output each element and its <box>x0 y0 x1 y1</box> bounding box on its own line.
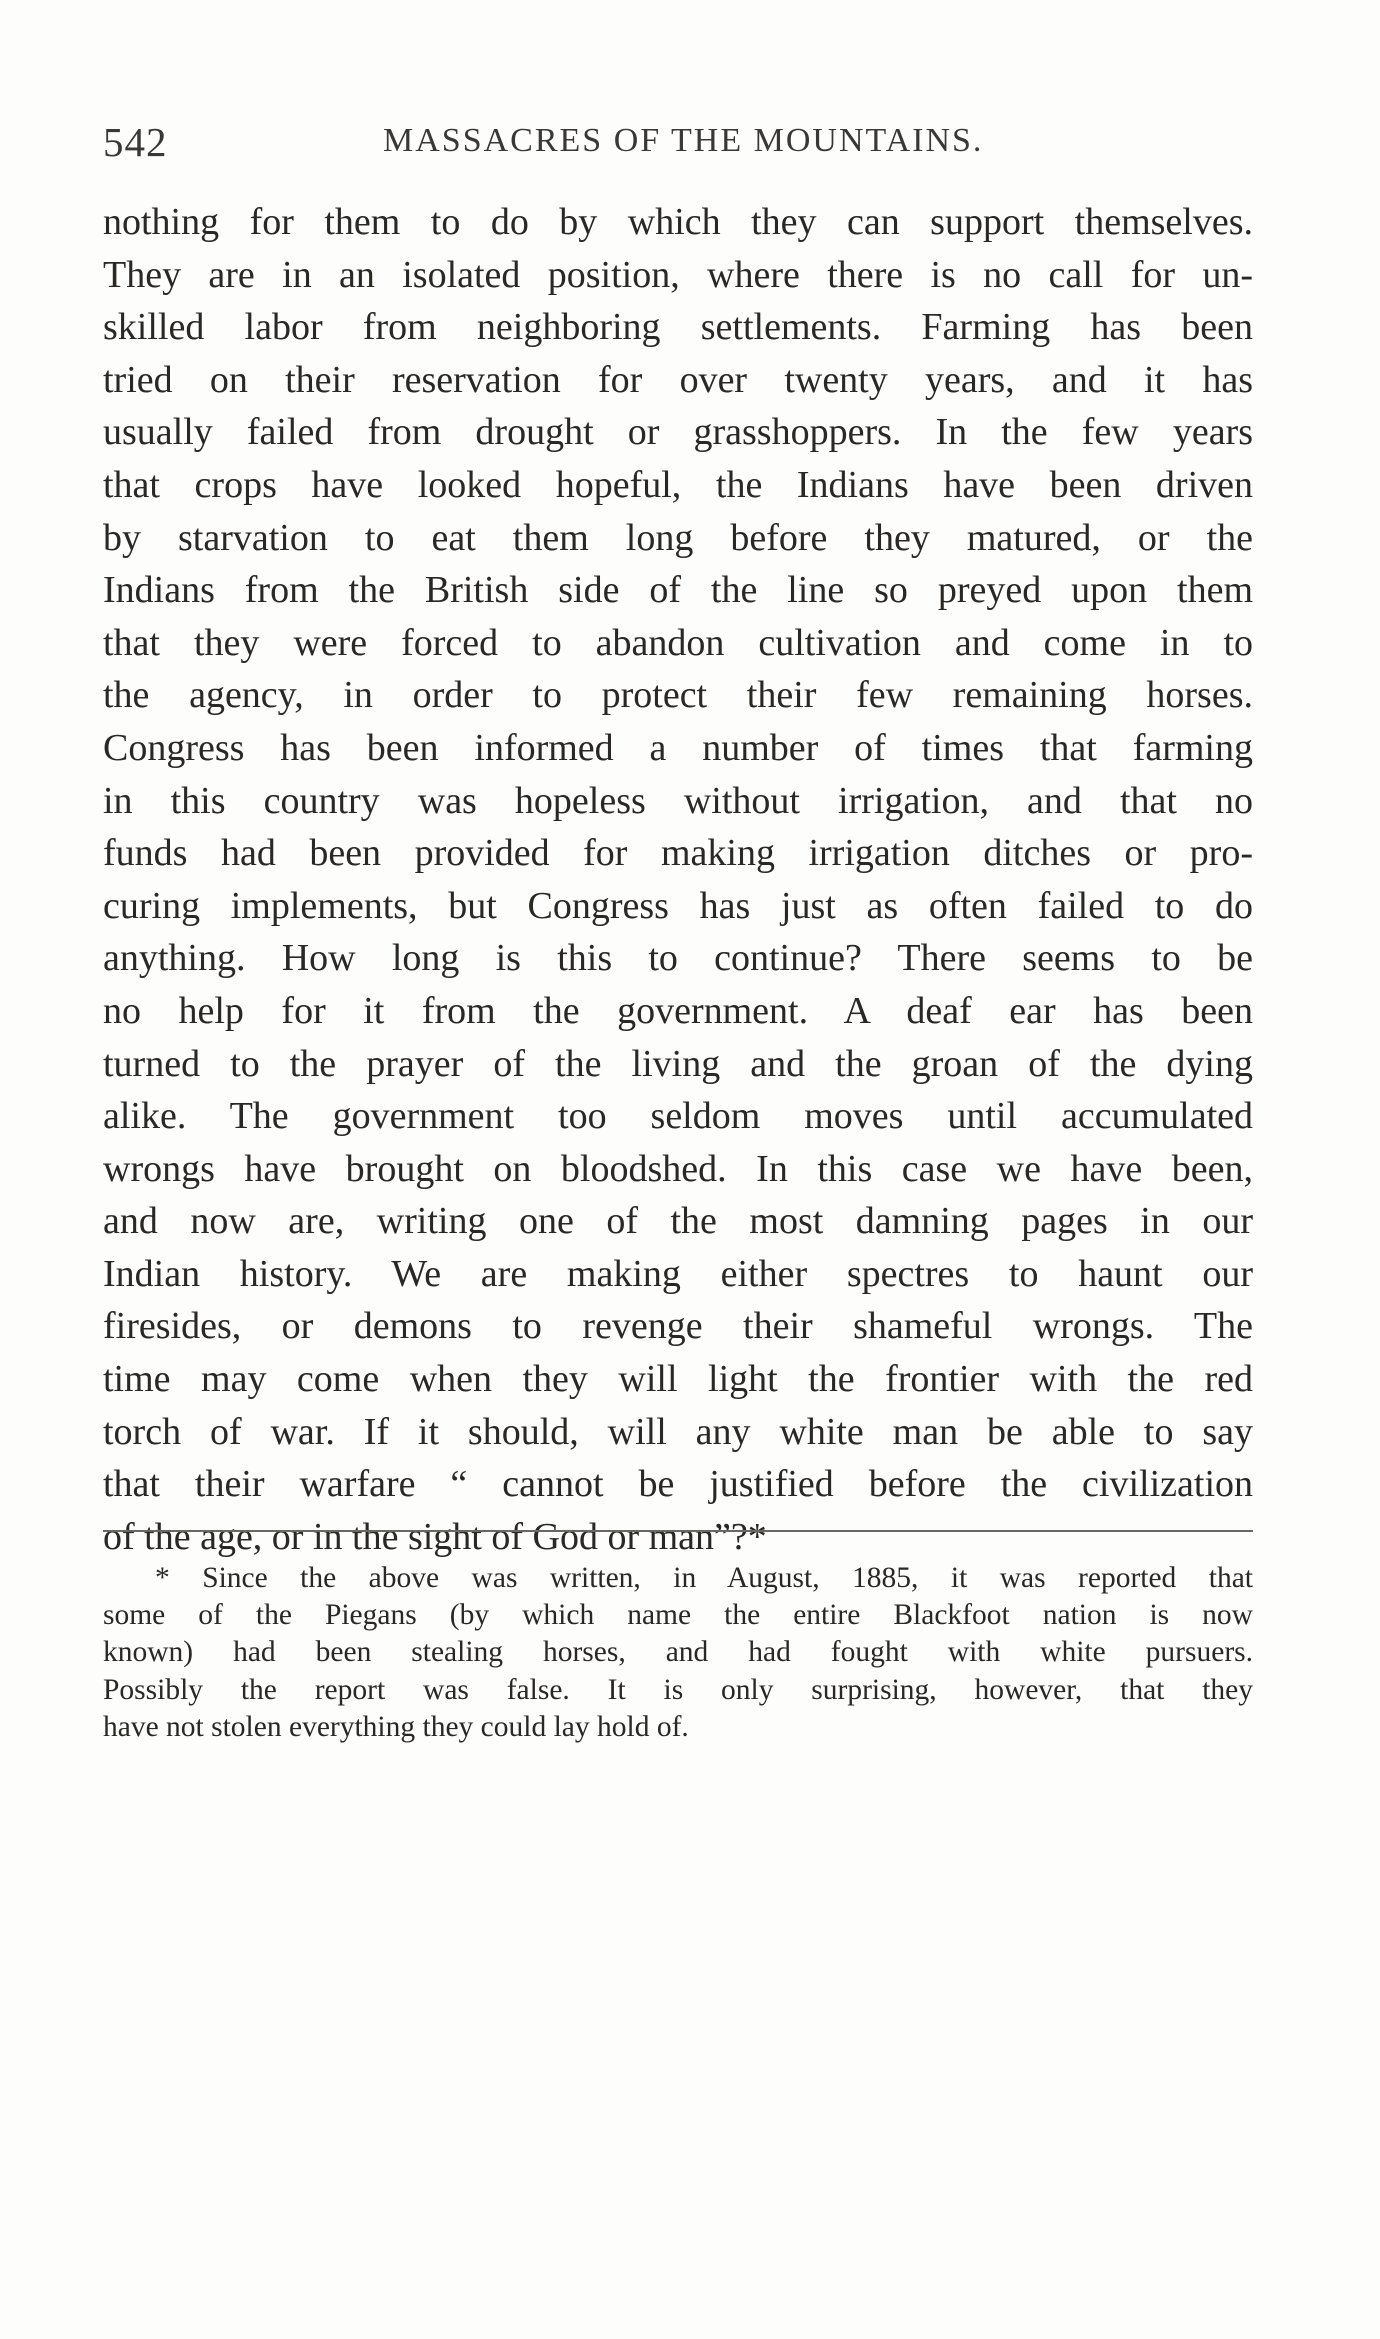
running-head: MASSACRES OF THE MOUNTAINS. <box>383 122 984 159</box>
footnote-line: have not stolen everything they could lay hold of. <box>103 1710 689 1743</box>
body-line: anything. How long is this to continue? There seems to be <box>103 937 1253 980</box>
page-header <box>103 118 1253 168</box>
body-paragraph <box>103 196 1253 1563</box>
body-line: Indian history. We are making either spectres to haunt our <box>103 1252 1253 1295</box>
body-line: that their warfare “ cannot be justified before the civilization <box>103 1463 1253 1506</box>
body-line: wrongs have brought on bloodshed. In this case we have been, <box>103 1147 1253 1190</box>
body-line: that they were forced to abandon cultivation and come in to <box>103 621 1253 664</box>
body-line: Congress has been informed a number of times that farming <box>103 726 1253 769</box>
body-line: time may come when they will light the frontier with the red <box>103 1358 1253 1401</box>
page-number: 542 <box>103 119 168 165</box>
body-line: They are in an isolated position, where there is no call for un- <box>103 253 1253 296</box>
body-line: tried on their reservation for over twenty years, and it has <box>103 358 1253 401</box>
footnote <box>103 1560 1253 1746</box>
body-line: in this country was hopeless without irrigation, and that no <box>103 779 1253 822</box>
body-line: curing implements, but Congress has just as often failed to do <box>103 884 1253 927</box>
footnote-line: * Since the above was written, in August, 1885, it was reported that <box>155 1562 1253 1594</box>
body-line: the agency, in order to protect their few remaining horses. <box>103 674 1253 717</box>
body-line: funds had been provided for making irrigation ditches or pro- <box>103 832 1253 875</box>
body-line: by starvation to eat them long before they matured, or the <box>103 516 1253 559</box>
footnote-line: Possibly the report was false. It is only surprising, however, that they <box>103 1673 1253 1706</box>
body-line: of the age, or in the sight of God or man”?* <box>103 1515 767 1558</box>
body-line: and now are, writing one of the most damning pages in our <box>103 1200 1253 1243</box>
footnote-line: known) had been stealing horses, and had fought with white pursuers. <box>103 1636 1253 1669</box>
body-line: nothing for them to do by which they can support themselves. <box>103 201 1253 243</box>
body-line: firesides, or demons to revenge their shameful wrongs. The <box>103 1305 1253 1348</box>
body-line: that crops have looked hopeful, the Indians have been driven <box>103 463 1253 506</box>
body-line: turned to the prayer of the living and the groan of the dying <box>103 1042 1253 1085</box>
body-line: usually failed from drought or grasshoppers. In the few years <box>103 411 1253 454</box>
body-line: skilled labor from neighboring settlements. Farming has been <box>103 306 1253 349</box>
footnote-line: some of the Piegans (by which name the entire Blackfoot nation is now <box>103 1599 1253 1632</box>
footnote-rule <box>103 1530 1253 1532</box>
body-line: alike. The government too seldom moves until accumulated <box>103 1095 1253 1138</box>
body-line: torch of war. If it should, will any white man be able to say <box>103 1410 1253 1453</box>
body-line: Indians from the British side of the line so preyed upon them <box>103 569 1253 612</box>
body-line: no help for it from the government. A deaf ear has been <box>103 989 1253 1032</box>
